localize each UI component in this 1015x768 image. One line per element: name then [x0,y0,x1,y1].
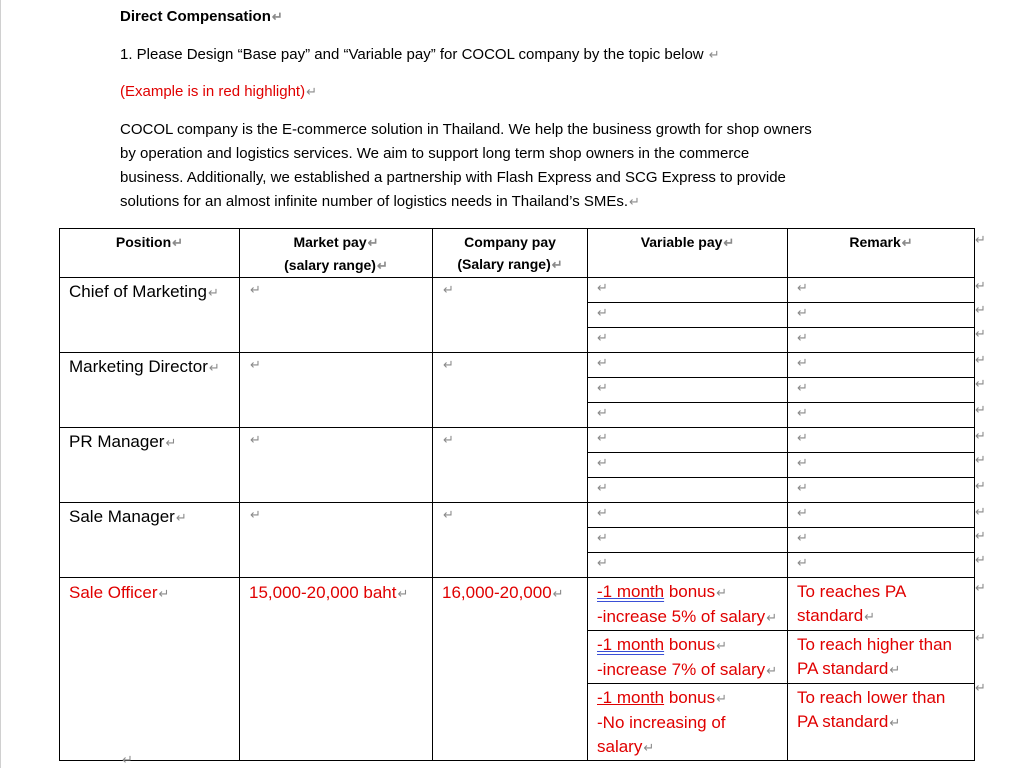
example-company-pay-cell[interactable]: 16,000-20,000↵ [433,578,588,761]
company-pay-cell[interactable]: ↵ [433,503,588,578]
market-pay-cell[interactable]: ↵ [240,278,433,353]
table-row [60,428,975,453]
remark-cell[interactable]: ↵ [788,353,975,378]
intro-line-4: solutions for an almost infinite number of logistics needs in Thailand’s SMEs.↵ [120,193,640,210]
remark-cell[interactable]: ↵ [788,403,975,428]
row-end-mark: ↵ [975,504,986,519]
variable-pay-cell[interactable]: ↵ [588,378,788,403]
example-market-pay-cell[interactable]: 15,000-20,000 baht↵ [240,578,433,761]
example-remark-cell[interactable]: To reaches PA standard↵ [788,578,975,631]
position-cell: Chief of Marketing↵ [60,278,240,353]
company-intro-paragraph [120,118,910,214]
row-end-mark: ↵ [975,232,986,247]
variable-pay-cell[interactable]: ↵ [588,503,788,528]
row-end-mark: ↵ [975,552,986,567]
question-text: 1. Please Design “Base pay” and “Variable pay” for COCOL company by the topic below ↵ [120,46,720,63]
row-end-mark: ↵ [975,376,986,391]
remark-cell[interactable]: ↵ [788,478,975,503]
header-variable-pay: Variable pay↵ [588,229,788,278]
variable-pay-cell[interactable]: ↵ [588,328,788,353]
example-variable-pay-cell[interactable]: -1 month bonus↵ -increase 5% of salary↵ [588,578,788,631]
company-pay-cell[interactable]: ↵ [433,353,588,428]
remark-cell[interactable]: ↵ [788,553,975,578]
remark-cell[interactable]: ↵ [788,378,975,403]
row-end-mark: ↵ [975,326,986,341]
section-heading: Direct Compensation↵ [120,8,283,25]
row-end-mark: ↵ [975,278,986,293]
variable-pay-cell[interactable]: ↵ [588,353,788,378]
example-row [60,578,975,631]
variable-pay-cell[interactable]: ↵ [588,428,788,453]
example-remark-cell[interactable]: To reach lower than PA standard↵ [788,684,975,761]
row-end-mark: ↵ [975,452,986,467]
market-pay-cell[interactable]: ↵ [240,353,433,428]
company-pay-cell[interactable]: ↵ [433,278,588,353]
position-cell: Marketing Director↵ [60,353,240,428]
intro-line-3: business. Additionally, we established a partnership with Flash Express and SCG Express to provide [120,169,786,186]
intro-line-2: by operation and logistics services. We aim to support long term shop owners in the commerce [120,145,750,162]
row-end-mark: ↵ [975,580,986,595]
variable-pay-cell[interactable]: ↵ [588,303,788,328]
example-note: (Example is in red highlight)↵ [120,83,317,100]
company-pay-cell[interactable]: ↵ [433,428,588,503]
remark-cell[interactable]: ↵ [788,503,975,528]
table-row [60,278,975,303]
table-header-row [60,229,975,278]
header-position: Position↵ [60,229,240,278]
example-remark-cell[interactable]: To reach higher than PA standard↵ [788,631,975,684]
remark-cell[interactable]: ↵ [788,528,975,553]
variable-pay-cell[interactable]: ↵ [588,403,788,428]
example-variable-pay-cell[interactable]: -1 month bonus↵ -No increasing of salary↵ [588,684,788,761]
document-end-mark: ↵ [122,752,133,767]
remark-cell[interactable]: ↵ [788,428,975,453]
page-left-edge [0,0,1,768]
row-end-mark: ↵ [975,478,986,493]
remark-cell[interactable]: ↵ [788,303,975,328]
row-end-mark: ↵ [975,302,986,317]
header-remark: Remark↵ [788,229,975,278]
position-cell: Sale Manager↵ [60,503,240,578]
variable-pay-cell[interactable]: ↵ [588,553,788,578]
market-pay-cell[interactable]: ↵ [240,428,433,503]
table-row [60,503,975,528]
row-end-mark: ↵ [975,630,986,645]
example-variable-pay-cell[interactable]: -1 month bonus↵ -increase 7% of salary↵ [588,631,788,684]
header-company-pay: Company pay (Salary range)↵ [433,229,588,278]
row-end-mark: ↵ [975,680,986,695]
variable-pay-cell[interactable]: ↵ [588,453,788,478]
row-end-mark: ↵ [975,402,986,417]
market-pay-cell[interactable]: ↵ [240,503,433,578]
position-cell: PR Manager↵ [60,428,240,503]
example-position-cell: Sale Officer↵ [60,578,240,761]
variable-pay-cell[interactable]: ↵ [588,278,788,303]
remark-cell[interactable]: ↵ [788,453,975,478]
remark-cell[interactable]: ↵ [788,328,975,353]
remark-cell[interactable]: ↵ [788,278,975,303]
header-market-pay: Market pay↵ (salary range)↵ [240,229,433,278]
table-row [60,353,975,378]
row-end-mark: ↵ [975,352,986,367]
row-end-mark: ↵ [975,528,986,543]
variable-pay-cell[interactable]: ↵ [588,528,788,553]
compensation-table [59,228,975,761]
intro-line-1: COCOL company is the E-commerce solution in Thailand. We help the business growth for shop owners [120,121,812,138]
variable-pay-cell[interactable]: ↵ [588,478,788,503]
row-end-mark: ↵ [975,428,986,443]
